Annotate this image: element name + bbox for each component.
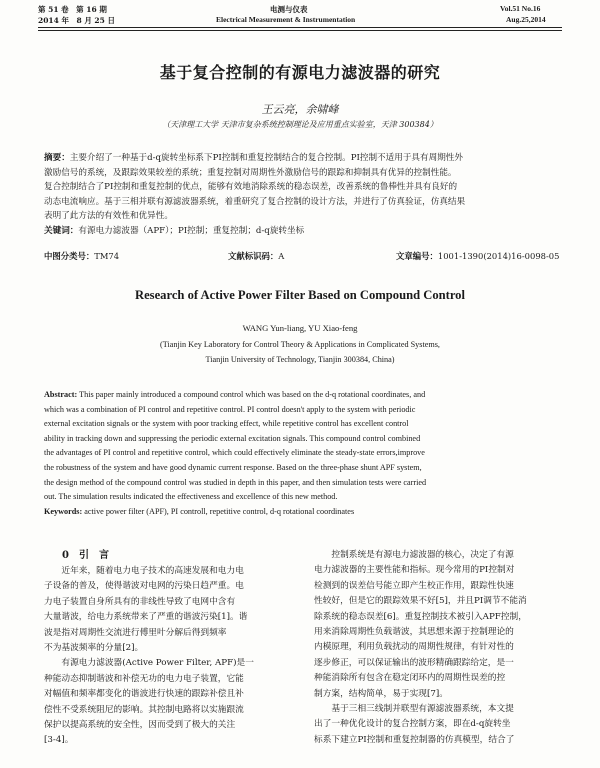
abstract-en-label: Abstract: <box>44 390 78 399</box>
abstract-cn-line: 动态电流响应。基于三相并联有源滤波器系统，着重研究了复合控制的设计方法，并进行了仿真验证，仿真结果 <box>44 196 466 207</box>
body-line: 波是指对周期性交流进行傅里叶分解后得到频率 <box>44 627 227 638</box>
header-rule <box>38 27 562 28</box>
abstract-en-line: external excitation signals or the system with poor tracking effect, while repetitive control has excellent control <box>44 419 409 429</box>
body-line: 不为基波频率的分量[2]。 <box>44 643 144 654</box>
body-line: 基于三相三线制并联型有源滤波器系统，本文提 <box>331 704 514 715</box>
abstract-cn-line: 表明了此方法的有效性和优异性。 <box>44 211 173 222</box>
abstract-cn <box>44 151 564 239</box>
abstract-en-line: This paper mainly introduced a compound control which was based on the d-q rotational coordinates, and <box>79 390 426 399</box>
body-line: 偿性不受系统阻尼的影响。其控制电路将以实施跟流 <box>44 704 244 715</box>
keywords-en-label: Keywords: <box>44 506 83 516</box>
abstract-cn-label: 摘要： <box>44 153 70 163</box>
abstract-en <box>44 388 568 519</box>
body-right-column <box>314 548 564 748</box>
body-line: 检测到的误差信号能立即产生校正作用，跟踪性快速 <box>314 580 514 591</box>
body-line: 电力滤波器的主要性能和指标。现今常用的PI控制对 <box>314 565 515 576</box>
affiliation-cn: （天津理工大学 天津市复杂系统控制理论及应用重点实验室，天津 300384） <box>162 120 438 129</box>
abstract-en-line: ability in tracking down and suppressing the periodic external excitation signals. This compound control combined <box>44 433 421 443</box>
affiliation-en-line1: (Tianjin Key Laboratory for Control Theory & Applications in Complicated Systems, <box>160 340 440 349</box>
body-line: 种能动态抑制谐波和补偿无功的电力电子装置，它能 <box>44 673 244 684</box>
clc-label: 中图分类号： <box>44 251 95 261</box>
journal-volume-en: Vol.51 No.16 <box>500 4 541 13</box>
clc-value: TM74 <box>94 251 120 261</box>
abstract-en-line: the design method of the compound control was studied in depth in this paper, and then simulation tests were carried <box>44 477 427 487</box>
body-line: 制方案，结构简单，易于实现[7]。 <box>314 688 448 699</box>
body-line: 性较好，但是它的跟踪效果不好[5]，并且PI调节不能消 <box>314 596 527 607</box>
keywords-cn: 有源电力滤波器（APF）；PI控制；重复控制；d-q旋转坐标 <box>78 225 305 236</box>
abstract-en-line: the advantages of PI control and repetitive control, which could effectively eliminate the steady-state errors,improve <box>44 448 425 458</box>
authors-en: WANG Yun-liang, YU Xiao-feng <box>242 323 358 333</box>
body-line: 内模原理，利用负载扰动的周期性规律，有针对性的 <box>314 642 514 653</box>
article-number <box>396 250 559 262</box>
keywords-cn-label: 关键词： <box>44 225 79 236</box>
doc-code <box>228 250 284 262</box>
header-rule-thin <box>38 30 562 31</box>
body-line: 对幅值和频率都变化的谐波进行快速的跟踪补偿且补 <box>44 689 244 700</box>
abstract-cn-line: 复合控制结合了PI控制和重复控制的优点，能够有效地消除系统的稳态误差，改善系统的鲁棒性并具有良好的 <box>44 182 458 193</box>
issue-date: 2014 年 8 月 25 日 <box>38 16 115 25</box>
article-number-value: 1001-1390(2014)16-0098-05 <box>437 251 560 261</box>
clc-number <box>44 250 119 262</box>
body-line: 除系统的稳态误差[6]。重复控制技术被引入APF控制， <box>314 611 527 622</box>
paper-title-cn: 基于复合控制的有源电力滤波器的研究 <box>159 63 441 82</box>
doc-code-value: A <box>278 251 285 261</box>
paper-title-en: Research of Active Power Filter Based on Compound Control <box>135 288 465 302</box>
abstract-en-line: which was a combination of PI control and repetitive control. PI control doesn't apply to the system with periodic <box>44 404 416 414</box>
body-line: 近年来，随着电力电子技术的高速发展和电力电 <box>61 566 244 576</box>
keywords-en: active power filter (APF), PI controll, repetitive control, d-q rotational coordinates <box>84 506 355 516</box>
body-line: 标系下建立PI控制和重复控制器的仿真模型，结合了 <box>314 734 515 745</box>
body-line: 逐步修正，可以保证输出的波形精确跟踪给定，是一 <box>314 657 514 668</box>
body-line: [3-4]。 <box>44 735 74 746</box>
section-heading: 0 引 言 <box>62 550 109 561</box>
journal-name-en: Electrical Measurement & Instrumentation <box>216 15 356 24</box>
article-number-label: 文章编号： <box>396 251 438 261</box>
abstract-cn-line: 主要介绍了一种基于d-q旋转坐标系下PI控制和重复控制结合的复合控制。PI控制不适用于具有周期性外 <box>69 153 463 163</box>
journal-volume: 第 51 卷 第 16 期 <box>38 5 107 14</box>
journal-name-cn: 电测与仪表 <box>270 5 308 14</box>
abstract-en-line: out. The simulation results indicated the effectiveness and excellence of this new method. <box>44 492 338 502</box>
body-line: 控制系统是有源电力滤波器的核心，决定了有源 <box>331 550 514 560</box>
affiliation-en-line2: Tianjin University of Technology, Tianjin 300384, China) <box>205 355 395 364</box>
abstract-cn-line: 激励信号的系统，及跟踪效果较差的系统；重复控制对周期性外激励信号的跟踪和抑制具有优异的控制性能。 <box>44 167 457 178</box>
body-line: 出了一种优化设计的复合控制方案，即在d-q旋转坐 <box>314 719 511 730</box>
authors-cn: 王云亮，余啸峰 <box>261 103 339 116</box>
issue-date-en: Aug.25,2014 <box>506 15 546 24</box>
body-line: 力电子装置自身所具有的非线性导致了电网中含有 <box>44 596 236 607</box>
body-line: 用来消除周期性负载谐波，其思想来源于控制理论的 <box>314 627 514 638</box>
body-line: 子设备的普及，使得谐波对电网的污染日趋严重。电 <box>44 581 244 592</box>
body-line: 种能消除所有包含在稳定闭环内的周期性误差的控 <box>314 673 506 684</box>
doc-code-label: 文献标识码： <box>228 251 279 261</box>
body-left-column <box>44 564 302 749</box>
body-line: 保护以提高系统的安全性，因而受到了极大的关注 <box>44 720 236 731</box>
body-line: 大量谐波，给电力系统带来了严重的谐波污染[1]。谐 <box>44 612 248 623</box>
abstract-en-line: the robustness of the system and have good dynamic current response. Based on the three-phase shunt APF system, <box>44 462 422 472</box>
body-line: 有源电力滤波器(Active Power Filter, APF)是一 <box>61 658 254 669</box>
